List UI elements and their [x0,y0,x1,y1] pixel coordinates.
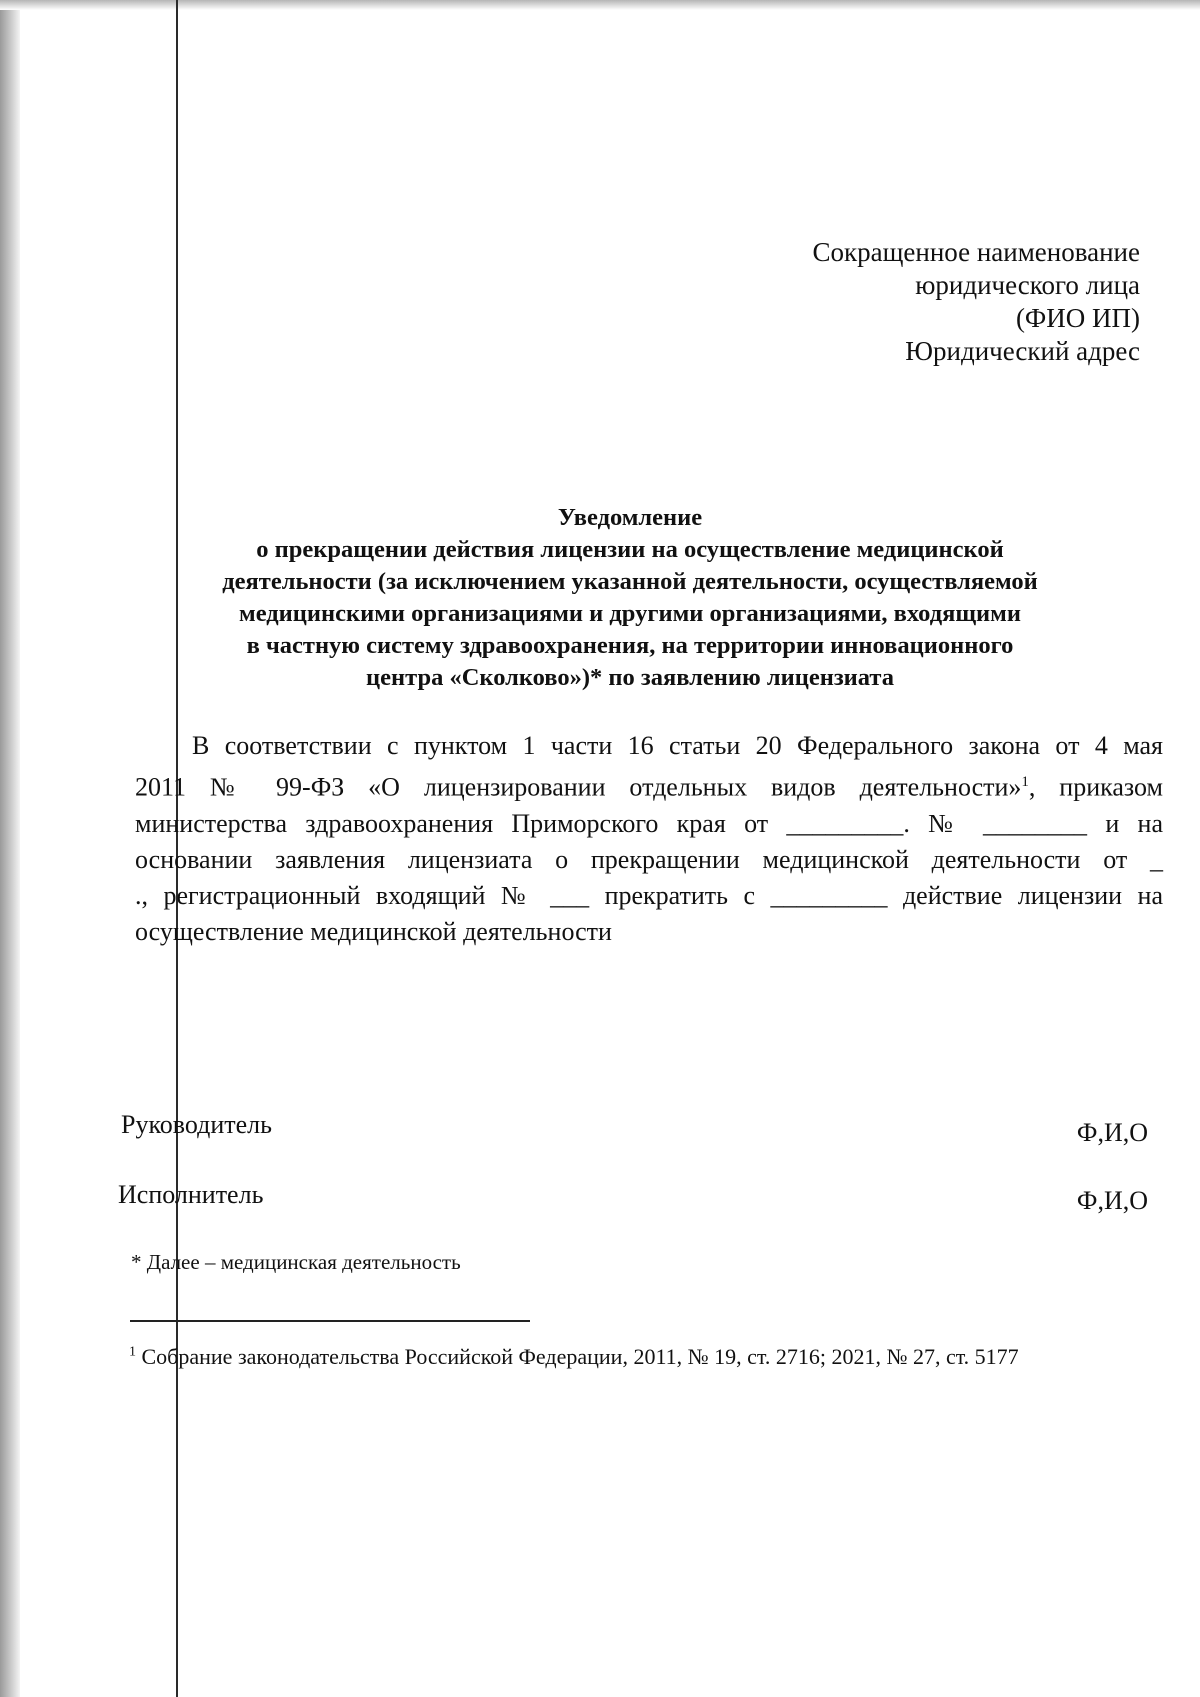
addressee-block [812,236,1140,368]
body-line [135,764,1163,806]
head-name: Ф,И,О [1076,1118,1148,1147]
body-line: ., регистрационный входящий № ___ прекратить с _________ действие лицензии на [135,880,1163,910]
head-label: Руководитель [121,1110,272,1139]
addressee-line: (ФИО ИП) [1015,303,1140,333]
title-line: Уведомление [557,504,703,531]
scan-edge-left [0,0,20,1697]
addressee-line: Сокращенное наименование [812,237,1140,267]
addressee-line: Юридический адрес [905,336,1140,366]
executor-name: Ф,И,О [1076,1186,1148,1215]
scan-edge-top [0,0,1200,10]
body-text: 2011 № 99-ФЗ «О лицензировании отдельных видов деятельности» [135,772,1022,802]
body-line: осуществление медицинской деятельности [135,916,612,946]
footnote-mark: 1 [129,1344,136,1360]
document-title [150,502,1110,694]
footnote-divider [130,1320,530,1322]
body-text: , приказом [1028,772,1163,802]
executor-label: Исполнитель [118,1180,264,1209]
body-line: В соответствии с пунктом 1 части 16 статьи 20 Федерального закона от 4 мая [192,731,1163,760]
addressee-line: юридического лица [915,270,1140,300]
footnote-text: Собрание законодательства Российской Федерации, 2011, № 19, ст. 2716; 2021, № 27, ст. 5177 [136,1344,1019,1369]
asterisk-note: * Далее – медицинская деятельность [131,1250,461,1274]
title-line: в частную систему здравоохранения, на территории инновационного [246,632,1014,659]
footnote [129,1344,1019,1370]
title-line: медицинскими организациями и другими организациями, входящими [239,600,1021,627]
title-line: центра «Сколково»)* по заявлению лицензиата [366,664,894,691]
body-paragraph [135,728,1163,950]
title-line: о прекращении действия лицензии на осуществление медицинской [256,536,1004,563]
footnote-ref: 1 [1021,774,1029,790]
body-line: министерства здравоохранения Приморского края от _________. № ________ и на [135,808,1163,838]
title-line: деятельности (за исключением указанной деятельности, осуществляемой [222,568,1038,595]
body-line: основании заявления лицензиата о прекращении медицинской деятельности от _ [135,844,1163,874]
